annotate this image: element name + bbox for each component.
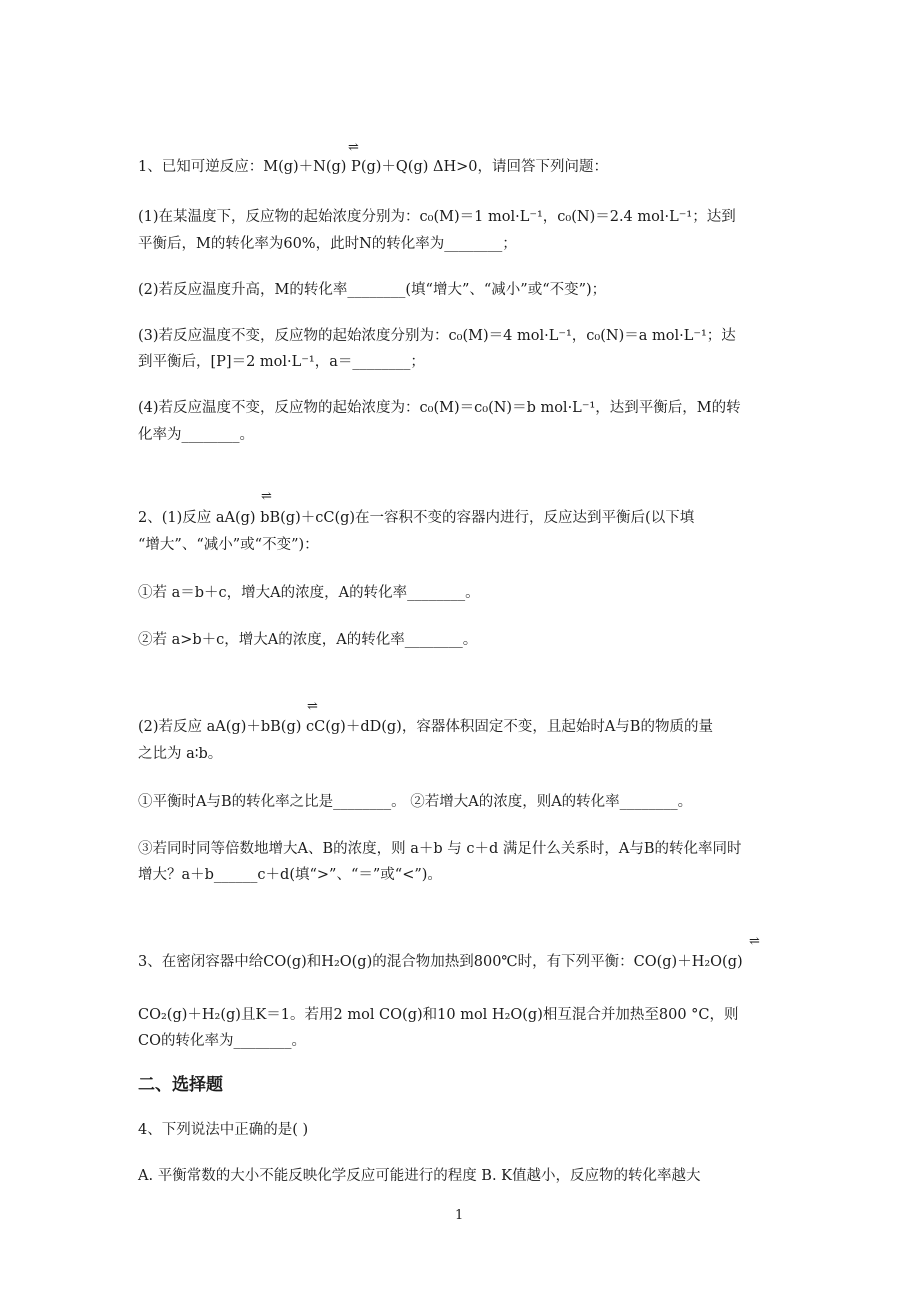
- q2-part2-sub3-line1: ③若同时同等倍数地增大A、B的浓度，则 a＋b 与 c＋d 满足什么关系时，A与B的转化率同时: [138, 841, 742, 857]
- q4-options: A. 平衡常数的大小不能反映化学反应可能进行的程度 B. K值越小，反应物的转化率越大: [138, 1168, 701, 1184]
- q2-part2-sub1-2: ①平衡时A与B的转化率之比是________。 ②若增大A的浓度，则A的转化率________。: [138, 794, 693, 810]
- q3-line3: CO的转化率为________。: [138, 1033, 306, 1049]
- section-heading: 二、选择题: [138, 1075, 223, 1095]
- q1-part1-line2: 平衡后，M的转化率为60%，此时N的转化率为________；: [138, 236, 517, 252]
- q1-part3-line2: 到平衡后，[P]＝2 mol·L⁻¹，a＝________；: [138, 354, 425, 370]
- q2-sub1: ①若 a＝b＋c，增大A的浓度，A的转化率________。: [138, 585, 480, 601]
- page-number: 1: [455, 1208, 464, 1223]
- q4-stem: 4、下列说法中正确的是( ): [138, 1122, 309, 1138]
- q2-stem-line2: “增大”、“减小”或“不变”)：: [138, 537, 319, 553]
- q1-part3-line1: (3)若反应温度不变，反应物的起始浓度分别为：c₀(M)＝4 mol·L⁻¹，c₀(N)＝a mol·L⁻¹；达: [138, 328, 736, 344]
- equilibrium-arrow-q3: ⇌: [749, 934, 758, 949]
- q1-part4-line1: (4)若反应温度不变，反应物的起始浓度为：c₀(M)＝c₀(N)＝b mol·L⁻¹，达到平衡后，M的转: [138, 400, 741, 416]
- equilibrium-arrow-q2-1: ⇌: [261, 489, 270, 504]
- q2-stem-line1: 2、(1)反应 aA(g) bB(g)＋cC(g)在一容积不变的容器内进行，反应达到平衡后(以下填: [138, 510, 695, 526]
- q1-part1-line1: (1)在某温度下，反应物的起始浓度分别为：c₀(M)＝1 mol·L⁻¹，c₀(N)＝2.4 mol·L⁻¹；达到: [138, 209, 736, 225]
- q2-part2-line2: 之比为 a∶b。: [138, 746, 223, 762]
- q3-line2: CO₂(g)＋H₂(g)且K＝1。若用2 mol CO(g)和10 mol H₂O(g)相互混合并加热至800 °C，则: [138, 1007, 739, 1023]
- equilibrium-arrow-q2-2: ⇌: [307, 699, 316, 714]
- q3-line1: 3、在密闭容器中给CO(g)和H₂O(g)的混合物加热到800℃时，有下列平衡：CO(g)＋H₂O(g): [138, 954, 743, 970]
- q1-part4-line2: 化率为________。: [138, 427, 254, 443]
- q1-part2: (2)若反应温度升高，M的转化率________(填“增大”、“减小”或“不变”)；: [138, 282, 607, 298]
- q1-stem: 1、已知可逆反应：M(g)＋N(g) P(g)＋Q(g) ΔH>0，请回答下列问题：: [138, 159, 608, 175]
- equilibrium-arrow-q1: ⇌: [348, 140, 357, 155]
- q2-part2-sub3-line2: 增大？a＋b______c＋d(填“>”、“＝”或“<”)。: [138, 867, 442, 883]
- q2-part2-line1: (2)若反应 aA(g)＋bB(g) cC(g)＋dD(g)，容器体积固定不变，且起始时A与B的物质的量: [138, 719, 713, 735]
- q2-sub2: ②若 a>b＋c，增大A的浓度，A的转化率________。: [138, 632, 478, 648]
